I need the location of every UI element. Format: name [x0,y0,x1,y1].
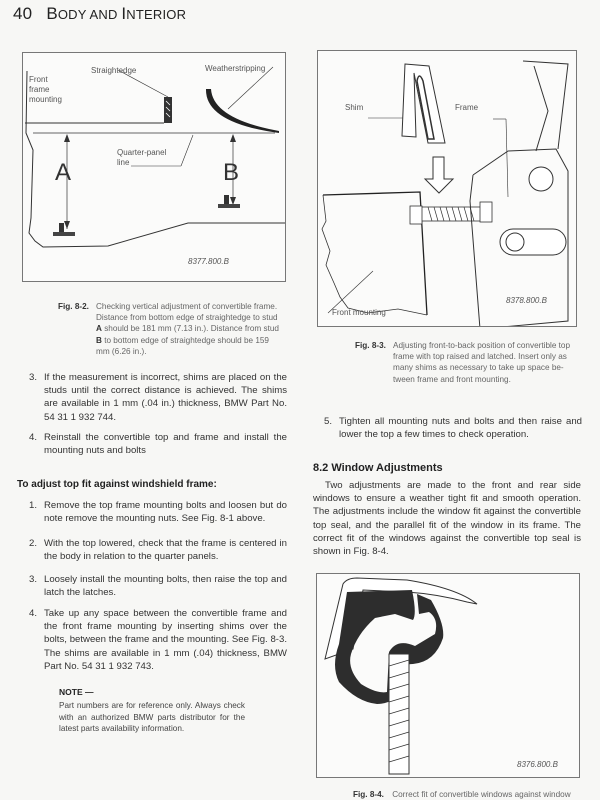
step-3-measurement: 3. If the measurement is incorrect, shims are placed on the studs until the correct distance is achieved. The shims are available in 1 mm (.04 in.) thickness, BMW Part No. 54 31 1 932 744. [29,372,287,423]
label-stud-a: A [55,159,72,186]
step-4-reinstall: 4. Reinstall the convertible top and frame and install the mounting nuts and bolts [29,432,287,457]
fig-8-4-diagram [317,574,579,777]
label-quarter-panel-line: Quarter-panel line [117,148,167,167]
figure-code: 8377.800.B [188,257,229,266]
fig-8-3-caption: Fig. 8-3. Adjusting front-to-back position of convertible top frame with top raised and latched. Insert only as many shims as necessary to take up space be- tween frame and front mounting. [355,341,571,384]
page-number: 40 [13,4,33,23]
figure-code: 8378.800.B [506,296,547,305]
label-straightedge: Straightedge [91,66,137,75]
figure-8-3 [317,50,577,327]
label-front-frame-mounting: Front frame mounting [29,75,62,104]
subheading-windshield-frame: To adjust top fit against windshield frame: [17,479,217,490]
label-weatherstripping: Weatherstripping [205,64,266,73]
caption-label: Fig. 8-3. [355,341,386,350]
fig-8-2-caption: Fig. 8-2. Checking vertical adjustment of convertible frame. Distance from bottom edge of straightedge to stud A should be 181 mm (7.13 in.). Distance from stud B to bottom edge of straightedge should be 159 mm (6.26 in.). [58,302,279,356]
step-2-check-centered: 2. With the top lowered, check that the frame is centered in the body in relation to the quarter panels. [29,538,287,563]
step-1-remove-bolts: 1. Remove the top frame mounting bolts and loosen but do note remove the mounting nuts. See Fig. 8-1 above. [29,500,287,525]
section-title: BODY AND INTERIOR [46,4,187,23]
figure-code: 8376.800.B [517,760,558,769]
figure-8-2 [22,52,286,282]
caption-label: Fig. 8-2. [58,302,89,311]
caption-label: Fig. 8-4. [353,790,384,799]
figure-8-4 [316,573,580,778]
page-header [13,4,186,24]
step-5-tighten: 5. Tighten all mounting nuts and bolts and then raise and lower the top a few times to check operation. [324,416,582,441]
step-4-insert-shims: 4. Take up any space between the convertible frame and the front frame mounting by inserting shims over the bolts, between the frame and the mounting. See Fig. 8-3. The shims are available in 1 mm (.04) thickness, BMW Part No. 54 31 1 932 743. [29,608,287,672]
label-shim: Shim [345,103,364,112]
label-frame: Frame [455,103,479,112]
fig-8-4-caption: Fig. 8-4. Correct fit of convertible windows against window [353,790,571,799]
section-body-window-adjustments: Two adjustments are made to the front and rear side windows to ensure a weather tight fit and smooth operation. The adjustments include the window fit against the convertible top seal, and the parallel fit of the window in its frame. The correct fit of the windows against the convertible top seal is shown in Fig. 8-4. [313,480,581,558]
fig-8-3-diagram [318,51,576,326]
note-text: Part numbers are for reference only. Always check with an authorized BMW parts distributor for the latest parts availability information. [59,701,245,733]
step-3-install-bolts: 3. Loosely install the mounting bolts, then raise the top and latch the latches. [29,574,287,599]
label-front-mounting: Front mounting [332,308,386,317]
label-stud-b: B [223,159,240,186]
section-heading-window-adjustments: 8.2 Window Adjustments [313,462,443,474]
note-heading: NOTE — [59,687,94,697]
